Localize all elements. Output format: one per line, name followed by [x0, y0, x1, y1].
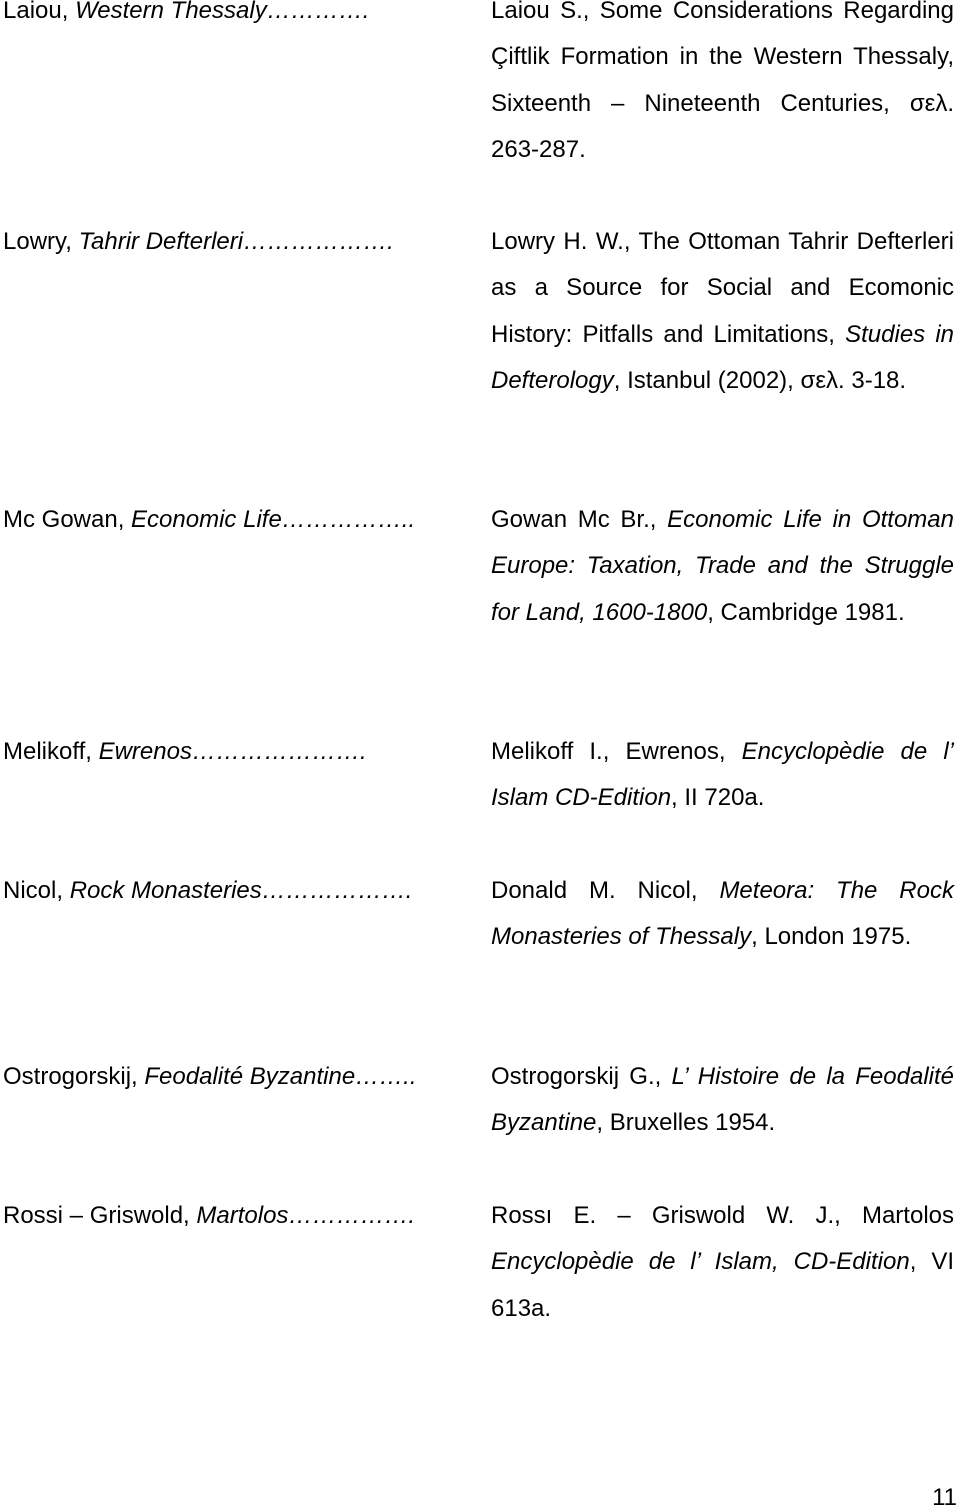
- short-author: Melikoff,: [3, 738, 99, 765]
- citation-text: Laiou S., Some Considerations Regarding Çiftlik Formation in the Western Thessaly, Sixteenth – Nineteenth Centuries, σελ. 263-287.: [491, 0, 954, 164]
- full-citation: [491, 219, 954, 405]
- full-citation: [491, 1193, 954, 1332]
- citation-text: , Istanbul (2002), σελ. 3-18.: [613, 367, 907, 395]
- full-citation: [491, 729, 954, 822]
- citation-text: Lowry H. W., The Ottoman Tahrir Defterleri as a Source for Social and Ecomonic History: Pitfalls and Limitations,: [491, 228, 954, 348]
- short-title: Martolos…………….: [196, 1202, 416, 1229]
- citation-text: , London 1975.: [751, 923, 912, 951]
- citation-text: , Cambridge 1981.: [707, 598, 905, 626]
- short-author: Nicol,: [3, 877, 70, 904]
- short-citation: [3, 0, 473, 34]
- short-author: Rossi – Griswold,: [3, 1202, 197, 1229]
- short-author: Laiou,: [3, 0, 76, 24]
- short-title: Ewrenos………………….: [98, 738, 367, 765]
- full-citation: [491, 868, 954, 961]
- short-citation: [3, 219, 473, 265]
- citation-title: Economic Life in Ottoman Europe: Taxation, Trade and the Struggle for Land, 1600-1800: [491, 506, 954, 626]
- full-citation: [491, 1054, 954, 1147]
- short-title: Western Thessaly………….: [75, 0, 370, 24]
- page-number: 11: [932, 1484, 957, 1511]
- citation-text: Melikoff I., Ewrenos,: [491, 738, 742, 765]
- short-author: Ostrogorskij,: [3, 1063, 145, 1090]
- citation-text: Rossı E. – Griswold W. J., Martolos: [491, 1202, 954, 1229]
- short-citation: [3, 729, 473, 775]
- citation-title: Encyclopèdie de l’ Islam, CD-Edition: [491, 1248, 910, 1276]
- citation-text: , VI 613a.: [491, 1248, 954, 1322]
- full-citation: [491, 0, 954, 174]
- short-citation: [3, 1193, 473, 1239]
- short-title: Tahrir Defterleri……………….: [78, 228, 394, 255]
- short-citation: [3, 1054, 473, 1100]
- citation-title: Studies in Defterology: [491, 320, 955, 395]
- short-title: Economic Life……………..: [131, 506, 416, 533]
- citation-title: Meteora: The Rock Monasteries of Thessaly: [491, 877, 954, 951]
- citation-text: , II 720a.: [671, 784, 765, 812]
- short-author: Mc Gowan,: [3, 506, 132, 533]
- short-citation: [3, 497, 473, 543]
- citation-title: L’ Histoire de la Feodalité Byzantine: [491, 1063, 954, 1137]
- full-citation: [491, 497, 954, 636]
- citation-text: Ostrogorskij G.,: [491, 1063, 672, 1090]
- short-author: Lowry,: [3, 228, 79, 255]
- citation-text: Gowan Mc Br.,: [491, 506, 668, 533]
- citation-title: Encyclopèdie de l’ Islam CD-Edition: [491, 738, 955, 812]
- short-title: Feodalité Byzantine……..: [144, 1063, 417, 1090]
- short-citation: [3, 868, 473, 914]
- citation-text: Donald M. Nicol,: [491, 877, 720, 904]
- short-title: Rock Monasteries……………….: [69, 877, 413, 904]
- citation-text: , Bruxelles 1954.: [596, 1109, 776, 1137]
